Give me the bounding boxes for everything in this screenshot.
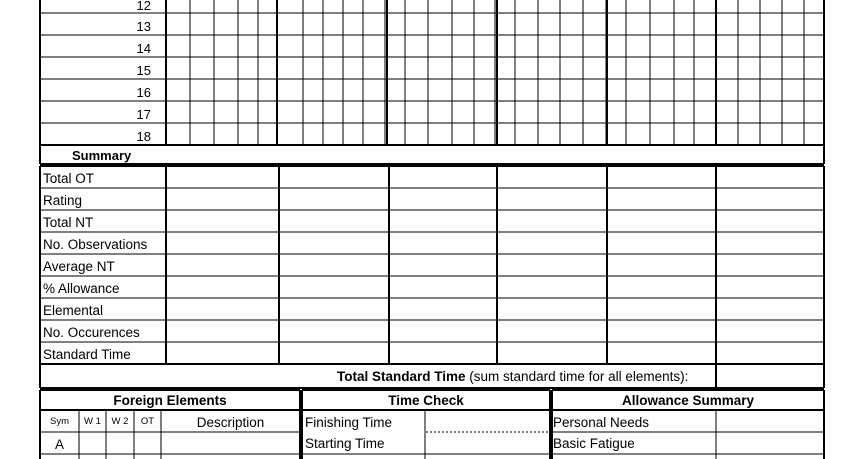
summary-row-label: Total OT <box>43 171 95 186</box>
summary-cell[interactable] <box>168 300 277 318</box>
summary-cell[interactable] <box>281 278 387 296</box>
summary-row-label: Average NT <box>43 259 115 274</box>
summary-cell[interactable] <box>609 190 714 208</box>
summary-cell[interactable] <box>168 234 277 252</box>
personal-needs-label: Personal Needs <box>553 415 650 430</box>
summary-cell[interactable] <box>718 300 822 318</box>
summary-cell[interactable] <box>391 168 495 186</box>
summary-cell[interactable] <box>281 322 387 340</box>
summary-row-label: No. Observations <box>43 237 148 252</box>
finishing-time-field[interactable] <box>426 412 548 432</box>
summary-cell[interactable] <box>499 278 605 296</box>
total-standard-time-note: (sum standard time for all elements): <box>469 369 689 384</box>
summary-cell[interactable] <box>168 344 277 362</box>
summary-cell[interactable] <box>718 322 822 340</box>
summary-cell[interactable] <box>168 278 277 296</box>
foreign-elements-title: Foreign Elements <box>113 393 227 408</box>
summary-row-label: % Allowance <box>43 281 120 296</box>
starting-time-field[interactable] <box>426 434 548 454</box>
summary-cell[interactable] <box>391 300 495 318</box>
summary-cell[interactable] <box>391 190 495 208</box>
foreign-element-symbol: A <box>54 437 64 452</box>
summary-cell[interactable] <box>499 256 605 274</box>
summary-cell[interactable] <box>168 212 277 230</box>
summary-cell[interactable] <box>391 278 495 296</box>
summary-cell[interactable] <box>499 190 605 208</box>
observation-row-number: 16 <box>136 85 151 100</box>
summary-cell[interactable] <box>391 344 495 362</box>
summary-cell[interactable] <box>499 234 605 252</box>
summary-cell[interactable] <box>499 344 605 362</box>
summary-cell[interactable] <box>718 212 822 230</box>
basic-fatigue-field[interactable] <box>718 434 822 454</box>
observation-row-number: 18 <box>136 129 151 144</box>
col-sym-header: Sym <box>50 416 69 427</box>
summary-cell[interactable] <box>391 212 495 230</box>
summary-cell[interactable] <box>168 256 277 274</box>
summary-cell[interactable] <box>499 300 605 318</box>
col-w1-header: W 1 <box>84 416 101 427</box>
summary-cell[interactable] <box>281 300 387 318</box>
col-ot-header: OT <box>140 416 155 427</box>
observation-row-number: 14 <box>136 41 151 56</box>
summary-cell[interactable] <box>499 322 605 340</box>
summary-cell[interactable] <box>609 256 714 274</box>
finishing-time-label: Finishing Time <box>305 415 393 430</box>
summary-cell[interactable] <box>718 190 822 208</box>
summary-cell[interactable] <box>168 190 277 208</box>
observation-row-number: 13 <box>136 19 151 34</box>
total-standard-time-field[interactable] <box>718 366 822 386</box>
col-description-header: Description <box>196 415 265 430</box>
summary-cell[interactable] <box>718 344 822 362</box>
summary-row-label: Standard Time <box>43 347 131 362</box>
summary-title: Summary <box>72 148 132 163</box>
summary-cell[interactable] <box>609 234 714 252</box>
summary-cell[interactable] <box>499 212 605 230</box>
summary-cell[interactable] <box>168 168 277 186</box>
total-standard-time-title: Total Standard Time <box>337 369 466 384</box>
summary-cell[interactable] <box>281 168 387 186</box>
summary-cell[interactable] <box>499 168 605 186</box>
summary-cell[interactable] <box>391 256 495 274</box>
summary-cell[interactable] <box>718 234 822 252</box>
summary-cell[interactable] <box>281 190 387 208</box>
basic-fatigue-label: Basic Fatigue <box>553 436 635 451</box>
summary-cell[interactable] <box>718 168 822 186</box>
summary-cell[interactable] <box>609 344 714 362</box>
summary-cell[interactable] <box>281 256 387 274</box>
summary-row-label: No. Occurences <box>43 325 140 340</box>
summary-cell[interactable] <box>281 344 387 362</box>
observation-row-number: 15 <box>136 63 151 78</box>
summary-cell[interactable] <box>391 234 495 252</box>
summary-cell[interactable] <box>609 300 714 318</box>
observation-row-number: 12 <box>136 0 151 13</box>
summary-cell[interactable] <box>391 322 495 340</box>
time-check-title: Time Check <box>388 393 464 408</box>
summary-row-label: Total NT <box>43 215 94 230</box>
summary-row-label: Elemental <box>43 303 104 318</box>
total-standard-time-label <box>337 370 688 384</box>
allowance-summary-title: Allowance Summary <box>621 393 755 408</box>
summary-cell[interactable] <box>609 322 714 340</box>
personal-needs-field[interactable] <box>718 412 822 432</box>
observation-row-number: 17 <box>136 107 151 122</box>
summary-cell[interactable] <box>609 278 714 296</box>
summary-cell[interactable] <box>718 256 822 274</box>
summary-row-label: Rating <box>43 193 83 208</box>
summary-cell[interactable] <box>609 212 714 230</box>
summary-cell[interactable] <box>609 168 714 186</box>
summary-cell[interactable] <box>281 212 387 230</box>
summary-cell[interactable] <box>718 278 822 296</box>
summary-cell[interactable] <box>168 322 277 340</box>
starting-time-label: Starting Time <box>305 436 385 451</box>
summary-cell[interactable] <box>281 234 387 252</box>
col-w2-header: W 2 <box>111 416 129 427</box>
